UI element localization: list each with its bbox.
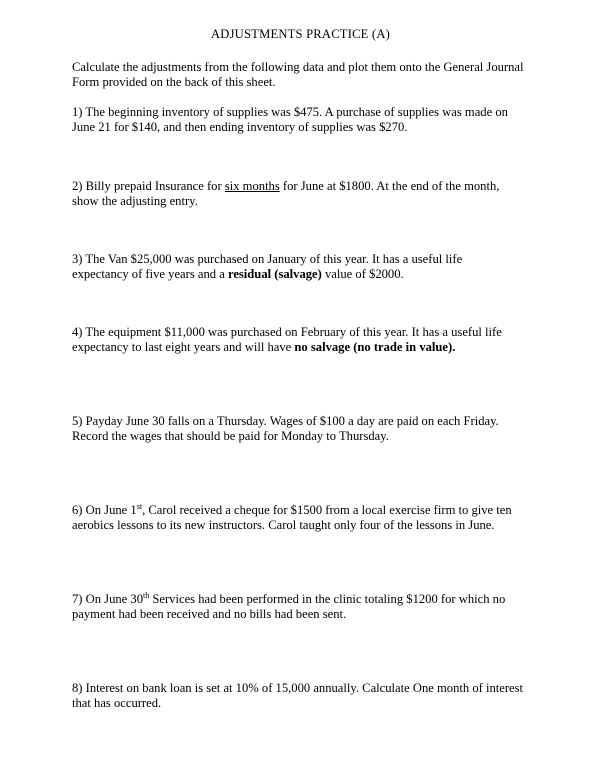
question-6-text-end: , Carol received a cheque for $1500 from a local exercise firm to give ten bbox=[142, 503, 512, 517]
question-7-text-end: Services had been performed in the clinic totaling $1200 for which no bbox=[149, 592, 506, 606]
question-8 bbox=[72, 681, 542, 711]
question-4-line-1: 4) The equipment $11,000 was purchased on February of this year. It has a useful life bbox=[72, 325, 502, 339]
question-2-underlined-term: six months bbox=[224, 179, 280, 193]
question-7-superscript: th bbox=[143, 590, 150, 600]
question-3-line-1: 3) The Van $25,000 was purchased on January of this year. It has a useful life bbox=[72, 252, 463, 266]
question-4-line-2 bbox=[72, 340, 542, 355]
question-1-line-2: June 21 for $140, and then ending inventory of supplies was $270. bbox=[72, 120, 408, 134]
question-4-bold-term: no salvage (no trade in value). bbox=[294, 340, 456, 354]
instructions bbox=[72, 60, 542, 90]
question-7-text-start: 7) On June 30 bbox=[72, 592, 144, 606]
question-6-text-start: 6) On June 1 bbox=[72, 503, 137, 517]
question-2-text-end: for June at $1800. At the end of the month, bbox=[279, 179, 500, 193]
instructions-line-1: Calculate the adjustments from the following data and plot them onto the General Journal bbox=[72, 60, 524, 74]
question-2 bbox=[72, 179, 542, 209]
question-2-line-2: show the adjusting entry. bbox=[72, 194, 198, 208]
question-3 bbox=[72, 252, 542, 282]
instructions-line-2: Form provided on the back of this sheet. bbox=[72, 75, 276, 89]
page-title: ADJUSTMENTS PRACTICE (A) bbox=[210, 27, 391, 41]
question-3-text-start: expectancy of five years and a bbox=[72, 267, 228, 281]
question-3-text-end: value of $2000. bbox=[321, 267, 404, 281]
question-8-line-1: 8) Interest on bank loan is set at 10% of 15,000 annually. Calculate One month of interest bbox=[72, 681, 524, 695]
question-7-line-2: payment had been received and no bills had been sent. bbox=[72, 607, 347, 621]
question-1-line-1: 1) The beginning inventory of supplies was $475. A purchase of supplies was made on bbox=[72, 105, 508, 119]
question-6 bbox=[72, 503, 542, 533]
question-4 bbox=[72, 325, 542, 355]
question-6-line-2: aerobics lessons to its new instructors. Carol taught only four of the lessons in June. bbox=[72, 518, 495, 532]
question-5-line-2: Record the wages that should be paid for Monday to Thursday. bbox=[72, 429, 389, 443]
question-3-line-2 bbox=[72, 267, 542, 282]
question-7 bbox=[72, 592, 542, 622]
question-6-line-1 bbox=[72, 503, 542, 518]
question-5 bbox=[72, 414, 542, 444]
question-6-superscript: st bbox=[136, 501, 143, 511]
question-8-line-2: that has occurred. bbox=[72, 696, 162, 710]
question-2-text-start: 2) Billy prepaid Insurance for bbox=[72, 179, 225, 193]
question-4-text-start: expectancy to last eight years and will have bbox=[72, 340, 295, 354]
question-5-line-1: 5) Payday June 30 falls on a Thursday. Wages of $100 a day are paid on each Friday. bbox=[72, 414, 499, 428]
question-1 bbox=[72, 105, 542, 135]
question-2-line-1 bbox=[72, 179, 542, 194]
question-7-line-1 bbox=[72, 592, 542, 607]
question-3-bold-term: residual (salvage) bbox=[227, 267, 322, 281]
